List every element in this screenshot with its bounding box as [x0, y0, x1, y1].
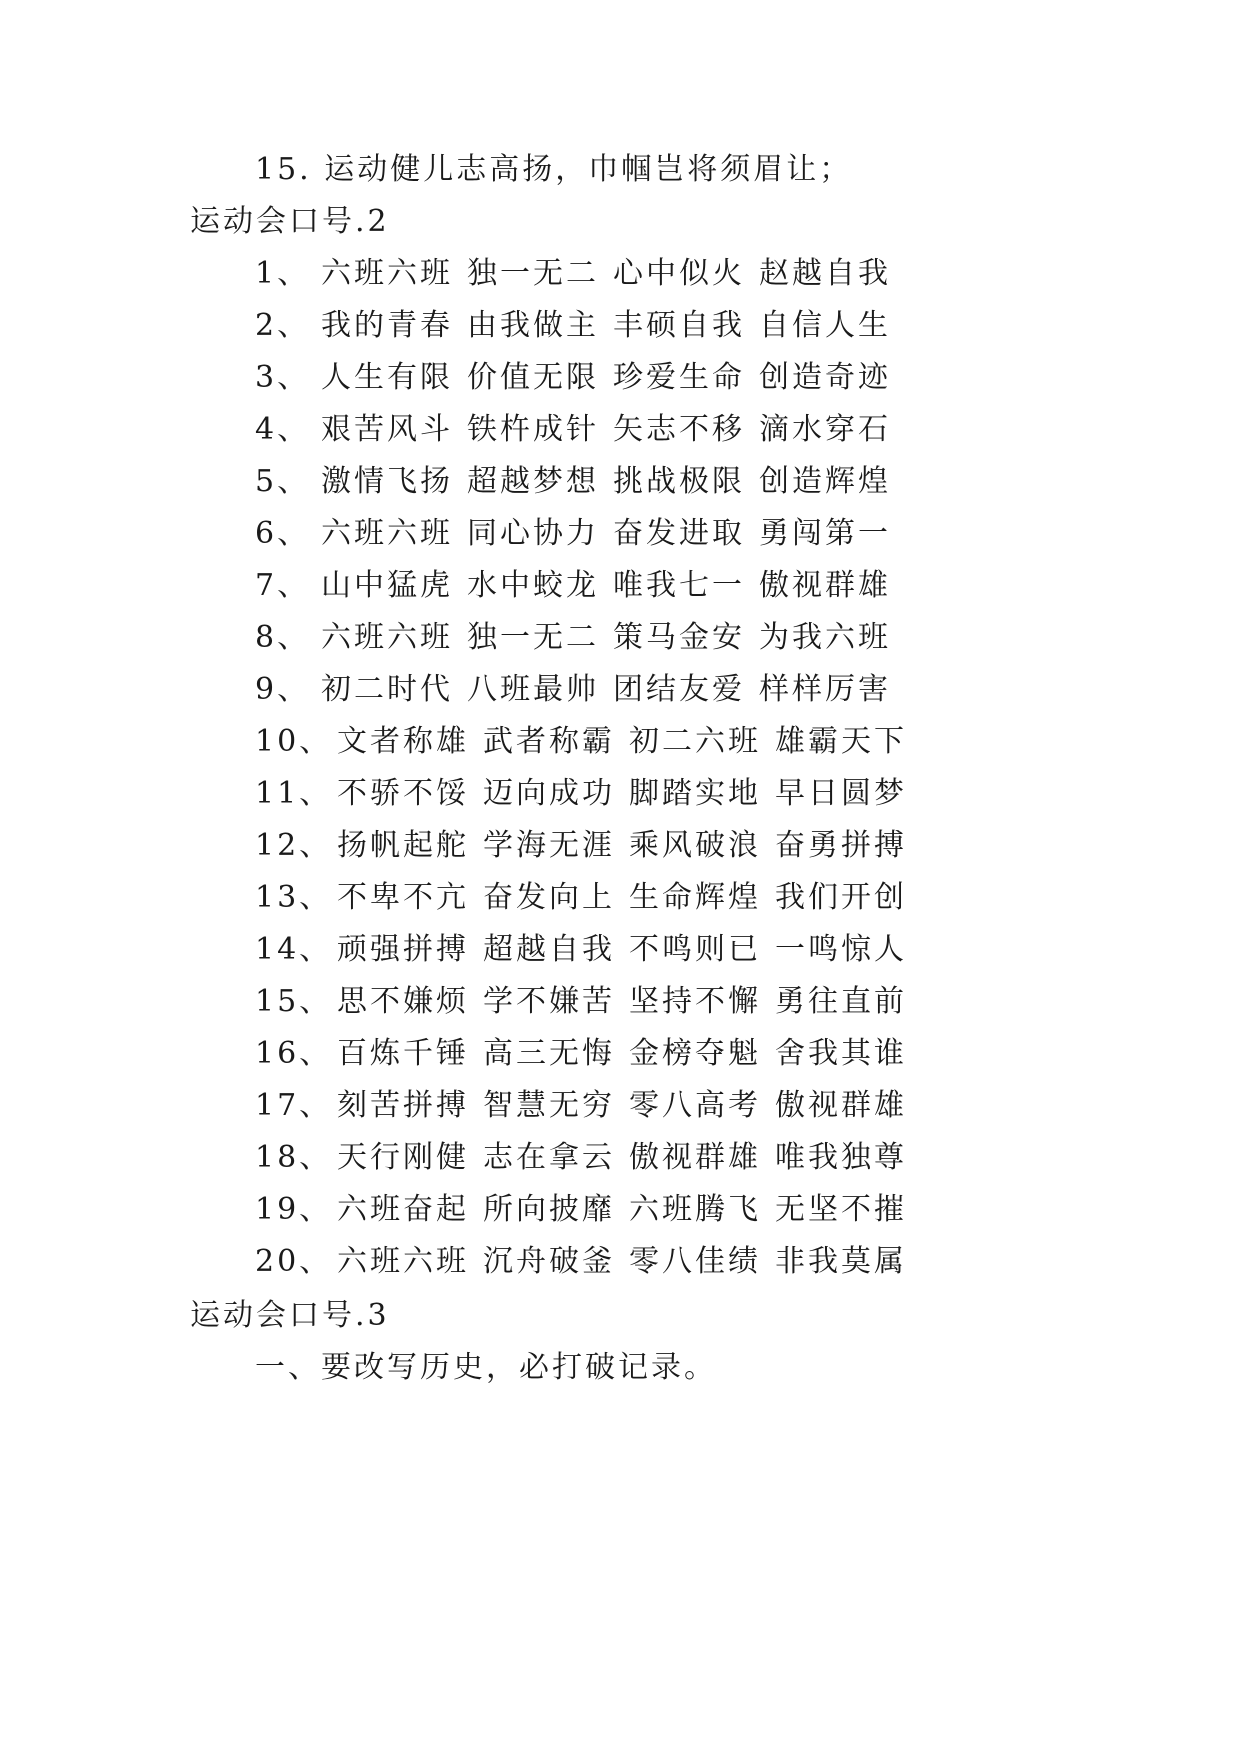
slogan-phrase: 生命辉煌: [629, 880, 761, 915]
slogan-phrase: 激情飞扬: [321, 464, 453, 499]
slogan-phrase: 初二六班: [629, 724, 761, 759]
slogan-phrase: 独一无二: [467, 620, 599, 655]
slogan-phrase: 奋勇拼搏: [775, 828, 907, 863]
slogan-phrase: 无坚不摧: [775, 1192, 907, 1227]
slogan-line-15: 15. 运动健儿志高扬，巾帼岂将须眉让；: [255, 152, 853, 187]
list-item-number: 6、: [255, 516, 311, 551]
slogan-phrase: 一鸣惊人: [775, 932, 907, 967]
list-item-number: 2、: [255, 308, 311, 343]
slogan-phrase: 不骄不馁: [337, 776, 469, 811]
slogan-phrase: 山中猛虎: [321, 568, 453, 603]
slogan-phrase: 不卑不亢: [337, 880, 469, 915]
list-item: [255, 878, 921, 918]
slogan-phrase: 心中似火: [613, 256, 745, 291]
slogan-phrase: 天行刚健: [337, 1140, 469, 1175]
slogan-phrase: 六班奋起: [337, 1192, 469, 1227]
list-item-number: 1、: [255, 256, 311, 291]
slogan-phrase: 挑战极限: [613, 464, 745, 499]
list-item: [255, 930, 921, 970]
list-item-number: 8、: [255, 620, 311, 655]
slogan-phrase: 志在拿云: [483, 1140, 615, 1175]
slogan-phrase: 舍我其谁: [775, 1036, 907, 1071]
list-item-number: 7、: [255, 568, 311, 603]
section-heading-3: 运动会口号.3: [190, 1298, 390, 1333]
slogan-phrase: 勇闯第一: [759, 516, 891, 551]
slogan-phrase: 样样厉害: [759, 672, 891, 707]
slogan-phrase: 文者称雄: [337, 724, 469, 759]
list-item-number: 17、: [255, 1088, 333, 1123]
slogan-phrase: 傲视群雄: [629, 1140, 761, 1175]
list-item-number: 13、: [255, 880, 333, 915]
slogan-phrase: 奋发向上: [483, 880, 615, 915]
slogan-phrase: 学海无涯: [483, 828, 615, 863]
list-item-number: 19、: [255, 1192, 333, 1227]
list-item: [255, 566, 905, 606]
list-item-number: 10、: [255, 724, 333, 759]
slogan-phrase: 自信人生: [759, 308, 891, 343]
slogan-phrase: 智慧无穷: [483, 1088, 615, 1123]
section-heading-2: 运动会口号.2: [190, 204, 390, 239]
slogan-phrase: 乘风破浪: [629, 828, 761, 863]
list-item: [255, 1190, 921, 1230]
slogan-phrase: 水中蛟龙: [467, 568, 599, 603]
list-item: [255, 670, 905, 710]
list-item: [255, 514, 905, 554]
list-item-number: 20、: [255, 1244, 333, 1279]
list-item: [255, 1086, 921, 1126]
list-item: [255, 982, 921, 1022]
slogan-phrase: 零八佳绩: [629, 1244, 761, 1279]
slogan-phrase: 初二时代: [321, 672, 453, 707]
slogan-phrase: 雄霸天下: [775, 724, 907, 759]
slogan-phrase: 铁杵成针: [467, 412, 599, 447]
list-item-number: 15、: [255, 984, 333, 1019]
slogan-phrase: 独一无二: [467, 256, 599, 291]
list-item: [255, 254, 905, 294]
slogan-phrase: 赵越自我: [759, 256, 891, 291]
slogan-phrase: 六班六班: [321, 516, 453, 551]
slogan-phrase: 百炼千锤: [337, 1036, 469, 1071]
list-item-number: 4、: [255, 412, 311, 447]
slogan-phrase: 学不嫌苦: [483, 984, 615, 1019]
slogan-phrase: 创造奇迹: [759, 360, 891, 395]
list-item: [255, 618, 905, 658]
list-item: [255, 1242, 921, 1282]
slogan-phrase: 唯我七一: [613, 568, 745, 603]
slogan-phrase: 超越梦想: [467, 464, 599, 499]
list-item-number: 16、: [255, 1036, 333, 1071]
slogan-phrase: 沉舟破釜: [483, 1244, 615, 1279]
slogan-phrase: 六班腾飞: [629, 1192, 761, 1227]
slogan-phrase: 武者称霸: [483, 724, 615, 759]
list-item: [255, 1034, 921, 1074]
slogan-phrase: 六班六班: [321, 620, 453, 655]
slogan-phrase: 价值无限: [467, 360, 599, 395]
slogan-phrase: 勇往直前: [775, 984, 907, 1019]
list-item: [255, 358, 905, 398]
slogan-phrase: 矢志不移: [613, 412, 745, 447]
slogan-phrase: 金榜夺魁: [629, 1036, 761, 1071]
slogan-phrase: 刻苦拼搏: [337, 1088, 469, 1123]
list-item: [255, 410, 905, 450]
slogan-phrase: 迈向成功: [483, 776, 615, 811]
slogan-phrase: 创造辉煌: [759, 464, 891, 499]
list-item: [255, 722, 921, 762]
slogan-phrase: 人生有限: [321, 360, 453, 395]
slogan-phrase: 奋发进取: [613, 516, 745, 551]
slogan-phrase: 为我六班: [759, 620, 891, 655]
slogan-phrase: 八班最帅: [467, 672, 599, 707]
list-item-number: 3、: [255, 360, 311, 395]
list-item-number: 5、: [255, 464, 311, 499]
slogan-line-1: 一、要改写历史，必打破记录。: [255, 1350, 717, 1385]
slogan-phrase: 脚踏实地: [629, 776, 761, 811]
slogan-phrase: 艰苦风斗: [321, 412, 453, 447]
slogan-phrase: 唯我独尊: [775, 1140, 907, 1175]
slogan-phrase: 傲视群雄: [759, 568, 891, 603]
slogan-phrase: 不鸣则已: [629, 932, 761, 967]
list-item: [255, 826, 921, 866]
slogan-phrase: 滴水穿石: [759, 412, 891, 447]
slogan-phrase: 傲视群雄: [775, 1088, 907, 1123]
list-item: [255, 462, 905, 502]
slogan-phrase: 六班六班: [337, 1244, 469, 1279]
slogan-phrase: 丰硕自我: [613, 308, 745, 343]
slogan-phrase: 非我莫属: [775, 1244, 907, 1279]
list-item-number: 11、: [255, 776, 333, 811]
slogan-phrase: 珍爱生命: [613, 360, 745, 395]
slogan-phrase: 早日圆梦: [775, 776, 907, 811]
list-item-number: 9、: [255, 672, 311, 707]
list-item: [255, 1138, 921, 1178]
list-item: [255, 774, 921, 814]
slogan-phrase: 高三无悔: [483, 1036, 615, 1071]
slogan-phrase: 由我做主: [467, 308, 599, 343]
slogan-phrase: 策马金安: [613, 620, 745, 655]
slogan-phrase: 顽强拼搏: [337, 932, 469, 967]
slogan-phrase: 六班六班: [321, 256, 453, 291]
list-item-number: 12、: [255, 828, 333, 863]
slogan-phrase: 坚持不懈: [629, 984, 761, 1019]
list-item-number: 14、: [255, 932, 333, 967]
list-item: [255, 306, 905, 346]
slogan-phrase: 我的青春: [321, 308, 453, 343]
slogan-phrase: 团结友爱: [613, 672, 745, 707]
slogan-phrase: 所向披靡: [483, 1192, 615, 1227]
slogan-phrase: 我们开创: [775, 880, 907, 915]
slogan-phrase: 同心协力: [467, 516, 599, 551]
slogan-phrase: 扬帆起舵: [337, 828, 469, 863]
slogan-phrase: 超越自我: [483, 932, 615, 967]
slogan-phrase: 零八高考: [629, 1088, 761, 1123]
list-item-number: 18、: [255, 1140, 333, 1175]
slogan-phrase: 思不嫌烦: [337, 984, 469, 1019]
